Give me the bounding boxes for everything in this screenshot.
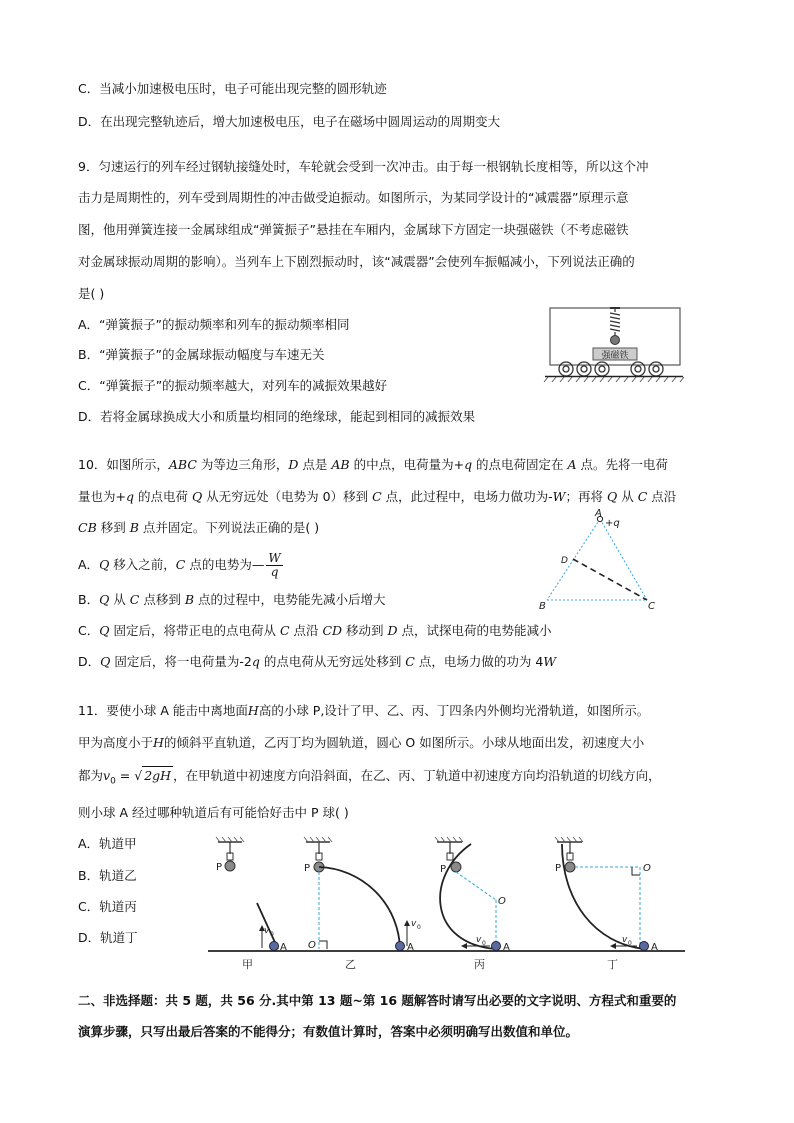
label-a: A [595, 508, 602, 519]
q11-tracks-figure [200, 836, 690, 972]
q11-option-a: A．轨道甲 [78, 836, 137, 851]
label-d: D [561, 556, 568, 566]
svg-text:O: O [643, 863, 651, 874]
q9-option-c: C．“弹簧振子”的振动频率越大，对列车的减振效果越好 [78, 378, 388, 393]
svg-text:A: A [503, 942, 510, 953]
svg-text:0: 0 [482, 940, 486, 947]
q11-stem-line-1: 11．要使小球 A 能击中离地面H高的小球 P,设计了甲、乙、丙、丁四条内外侧均光滑轨道，如图所示。 [78, 703, 650, 718]
svg-text:P: P [440, 864, 447, 875]
q9-stem-line-3: 图，他用弹簧连接一金属球组成“弹簧振子”悬挂在车厢内，金属球下方固定一块强磁铁（不考虑磁铁 [78, 222, 629, 237]
label-c: C [648, 601, 655, 612]
sqrt-2gh: 2gH [144, 768, 172, 783]
label-b: B [539, 601, 546, 612]
q9-option-b: B．“弹簧振子”的金属球振动幅度与车速无关 [78, 347, 325, 362]
q11-stem-line-4: 则小球 A 经过哪种轨道后有可能恰好击中 P 球( ) [78, 805, 349, 820]
svg-text:A: A [407, 942, 414, 953]
quarter-arc [319, 867, 400, 949]
spring-icon [610, 308, 620, 335]
label-ding: 丁 [607, 958, 618, 971]
q11-stem-line-3: 都为$v_0$ = √ 2gH ，在甲轨道中初速度方向沿斜面，在乙、丙、丁轨道中初速度方向均沿轨道的切线方向， [78, 768, 661, 787]
svg-text:P: P [304, 863, 311, 874]
ball-p [225, 861, 235, 871]
q9-option-a: A．“弹簧振子”的振动频率和列车的振动频率相同 [78, 317, 350, 332]
q11-option-c: C．轨道丙 [78, 899, 137, 914]
part2-heading-line-2: 演算步骤，只写出最后答案的不能得分；有数值计算时，答案中必须明确写出数值和单位。 [78, 1024, 579, 1039]
magnet-label: 强磁铁 [601, 351, 629, 361]
q9-stem-line-4: 对金属球振动周期的影响）。当列车上下剧烈振动时，该“减震器”会使列车振幅减小，下列说法正确的 [78, 254, 635, 269]
label-bing: 丙 [474, 958, 485, 971]
label-yi: 乙 [345, 958, 356, 971]
segment-cd [573, 559, 647, 600]
q9-damper-figure [540, 305, 690, 385]
label-jia: 甲 [242, 958, 253, 971]
fraction-w-over-q: $\frac{W}{q}$ [268, 551, 281, 579]
q11-option-b: B．轨道乙 [78, 868, 137, 883]
svg-text:0: 0 [270, 931, 274, 938]
part2-heading-line-1: 二、非选择题：共 5 题，共 56 分.其中第 13 题~第 16 题解答时请写出必要的文字说明、方程式和重要的 [78, 993, 677, 1008]
arc-ding [562, 844, 645, 949]
side-ac [600, 519, 647, 600]
q10-option-a: A．Q 移入之前，C 点的电势为— $\frac{W}{q}$ [78, 551, 281, 579]
label-a: A [280, 942, 287, 953]
wheels [559, 362, 663, 376]
q9-stem-line-5: 是( ) [78, 286, 105, 301]
q11-stem-line-2: 甲为高度小于H的倾斜平直轨道，乙丙丁均为圆轨道，圆心 O 如图所示。小球从地面出发，初速度大小 [78, 735, 645, 750]
q9-stem-line-1: 9．匀速运行的列车经过钢轨接缝处时，车轮就会受到一次冲击。由于每一根钢轨长度相等，所以这个冲 [78, 159, 649, 174]
svg-text:P: P [555, 863, 562, 874]
label-p: P [216, 862, 223, 873]
label-plus-q: +q [605, 518, 620, 529]
ball-a [270, 942, 279, 951]
q9-option-d: D．若将金属球换成大小和质量均相同的绝缘球，能起到相同的减振效果 [78, 409, 476, 424]
svg-text:A: A [651, 942, 658, 953]
q10-option-d: D．Q 固定后，将一电荷量为-2q 的点电荷从无穷远处移到 C 点，电场力做的功为 4W [78, 654, 557, 669]
svg-text:v: v [476, 935, 482, 945]
svg-text:0: 0 [417, 924, 421, 931]
q10-stem-line-1: 10．如图所示，ABC 为等边三角形，D 点是 AB 的中点，电荷量为+q 的点电荷固定在 A 点。先将一电荷 [78, 457, 669, 472]
svg-text:O: O [308, 940, 316, 951]
q10-triangle-figure [535, 508, 665, 613]
q11-option-d: D．轨道丁 [78, 930, 138, 945]
svg-text:O: O [498, 896, 506, 907]
metal-ball [611, 336, 620, 345]
q10-stem-line-2: 量也为+q 的点电荷 Q 从无穷远处（电势为 0）移到 C 点，此过程中，电场力做功为-W；再将 Q 从 C 点沿 [78, 489, 677, 504]
q9-stem-line-2: 击力是周期性的，列车受到周期性的冲击做受迫振动。如图所示，为某同学设计的“减震器”原理示意 [78, 190, 629, 205]
q10-stem-line-3: CB 移到 B 点并固定。下列说法正确的是( ) [78, 520, 320, 535]
svg-text:v: v [411, 919, 417, 929]
svg-text:0: 0 [628, 940, 632, 947]
svg-text:v: v [622, 935, 628, 945]
q8-option-c: C．当减小加速极电压时，电子可能出现完整的圆形轨迹 [78, 81, 387, 96]
q10-option-b: B．Q 从 C 点移到 B 点的过程中，电势能先减小后增大 [78, 592, 386, 607]
q10-option-c: C．Q 固定后，将带正电的点电荷从 C 点沿 CD 移动到 D 点，试探电荷的电势能减小 [78, 623, 552, 638]
svg-text:v: v [264, 926, 270, 936]
q8-option-d: D．在出现完整轨迹后，增大加速极电压，电子在磁场中圆周运动的周期变大 [78, 114, 501, 129]
